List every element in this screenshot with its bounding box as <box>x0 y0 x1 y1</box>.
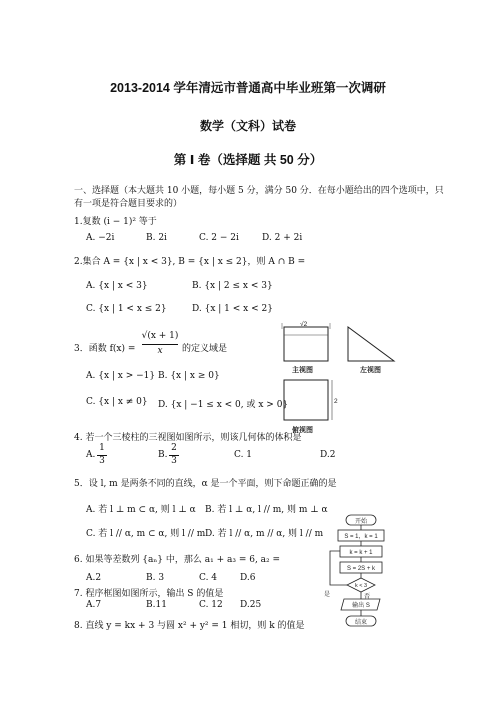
instructions-line2: 有一项是符合题目要求的） <box>74 199 183 209</box>
flow-start-text: 开始 <box>354 519 368 525</box>
q3-denominator: x <box>157 346 163 356</box>
q6-option-c: C. 4 <box>199 573 218 583</box>
flow-end-text: 结束 <box>354 620 368 626</box>
side-view-label: 左视图 <box>360 367 381 374</box>
q7-option-d: D.25 <box>240 600 262 610</box>
q7-option-c: C. 12 <box>199 600 223 610</box>
q5-stem: 5．设 l, m 是两条不同的直线，α 是一个平面，则下命题正确的是 <box>74 479 337 489</box>
q4-option-d: D.2 <box>320 450 336 460</box>
flow-no-label: 否 <box>364 594 371 600</box>
q1-option-b: B. 2i <box>146 233 167 243</box>
q6-option-a: A.2 <box>86 573 102 583</box>
q3-stem-suffix: 的定义域是 <box>182 344 228 354</box>
flow-loop-line <box>330 551 347 585</box>
q5-option-d: D. 若 l // α, m // α, 则 l // m <box>205 529 324 539</box>
front-view <box>282 320 330 361</box>
section-heading: 第 Ⅰ 卷（选择题 共 50 分） <box>173 153 323 167</box>
flow-condition-text: k < 3 <box>354 583 368 589</box>
q7-option-b: B.11 <box>146 600 167 610</box>
q3-option-a: A. {x | x > −1} <box>86 371 156 381</box>
q6-stem: 6. 如果等差数列 {aₙ} 中，那么 a₁ + a₃ = 6, a₂ = <box>74 555 281 565</box>
q1-stem: 1.复数 (i − 1)² 等于 <box>74 217 157 227</box>
flow-yes-label: 是 <box>324 592 331 598</box>
top-view-label: 俯视图 <box>292 427 313 434</box>
top-view-dim: 2 <box>334 398 338 405</box>
q3-option-d: D. {x | −1 ≤ x < 0, 或 x > 0} <box>158 400 289 410</box>
three-view-figure <box>270 318 430 443</box>
flow-init-text: S = 1，k = 1 <box>344 534 378 540</box>
q4-option-b-den: 3 <box>171 456 177 466</box>
q1-option-d: D. 2 + 2i <box>262 233 303 243</box>
exam-title: 2013-2014 学年清远市普通高中毕业班第一次调研 <box>110 81 386 95</box>
q3-numerator: √(x + 1) <box>141 331 179 341</box>
front-view-label: 主视图 <box>292 367 313 374</box>
program-flowchart <box>322 512 402 650</box>
q7-stem: 7. 程序框图如图所示，输出 S 的值是 <box>74 589 224 599</box>
exam-subtitle: 数学（文科）试卷 <box>199 119 296 133</box>
top-view <box>284 380 338 420</box>
q1-option-c: C. 2 − 2i <box>199 233 239 243</box>
q5-option-b: B. 若 l ⊥ α, l // m, 则 m ⊥ α <box>205 505 328 515</box>
q3-stem-prefix: 3．函数 f(x) = <box>74 344 136 354</box>
q4-option-a-num: 1 <box>99 443 105 453</box>
side-view <box>348 327 394 361</box>
instructions-line1: 一、选择题（本大题共 10 小题，每小题 5 分，满分 50 分．在每小题给出的四个选项中，只 <box>74 186 444 196</box>
q4-option-a-label: A. <box>86 450 96 460</box>
q4-option-c: C. 1 <box>234 450 253 460</box>
q5-option-c: C. 若 l // α, m ⊂ α, 则 l // m <box>86 529 206 539</box>
q2-option-b: B. {x | 2 ≤ x < 3} <box>192 281 273 291</box>
q7-option-a: A.7 <box>86 600 102 610</box>
q6-option-d: D.6 <box>240 573 256 583</box>
q3-option-b: B. {x | x ≥ 0} <box>158 371 220 381</box>
q2-option-d: D. {x | 1 < x < 2} <box>192 304 273 314</box>
flow-output-text: 输出 S <box>352 603 370 609</box>
q1-option-a: A. −2i <box>86 233 115 243</box>
q3-option-c: C. {x | x ≠ 0} <box>86 397 148 407</box>
q4-option-a-den: 3 <box>99 456 105 466</box>
q4-stem: 4. 若一个三棱柱的三视图如图所示，则该几何体的体积是 <box>74 433 302 443</box>
q2-option-c: C. {x | 1 < x ≤ 2} <box>86 304 167 314</box>
q4-option-b-num: 2 <box>171 443 177 453</box>
q2-option-a: A. {x | x < 3} <box>86 281 148 291</box>
flow-step1-text: k = k + 1 <box>349 550 373 556</box>
q2-stem: 2.集合 A = {x | x < 3}, B = {x | x ≤ 2}，则 A ∩ B = <box>74 257 306 267</box>
q8-stem: 8. 直线 y = kx + 3 与圆 x² + y² = 1 相切，则 k 的值是 <box>74 621 305 631</box>
q6-option-b: B. 3 <box>146 573 165 583</box>
flow-step2-text: S = 2S + k <box>346 566 376 572</box>
q5-option-a: A. 若 l ⊥ m ⊂ α, 则 l ⊥ α <box>86 505 196 515</box>
q3-fraction-bar <box>142 344 178 345</box>
front-view-dim: √2 <box>300 321 308 328</box>
q4-option-b-label: B. <box>158 450 168 460</box>
